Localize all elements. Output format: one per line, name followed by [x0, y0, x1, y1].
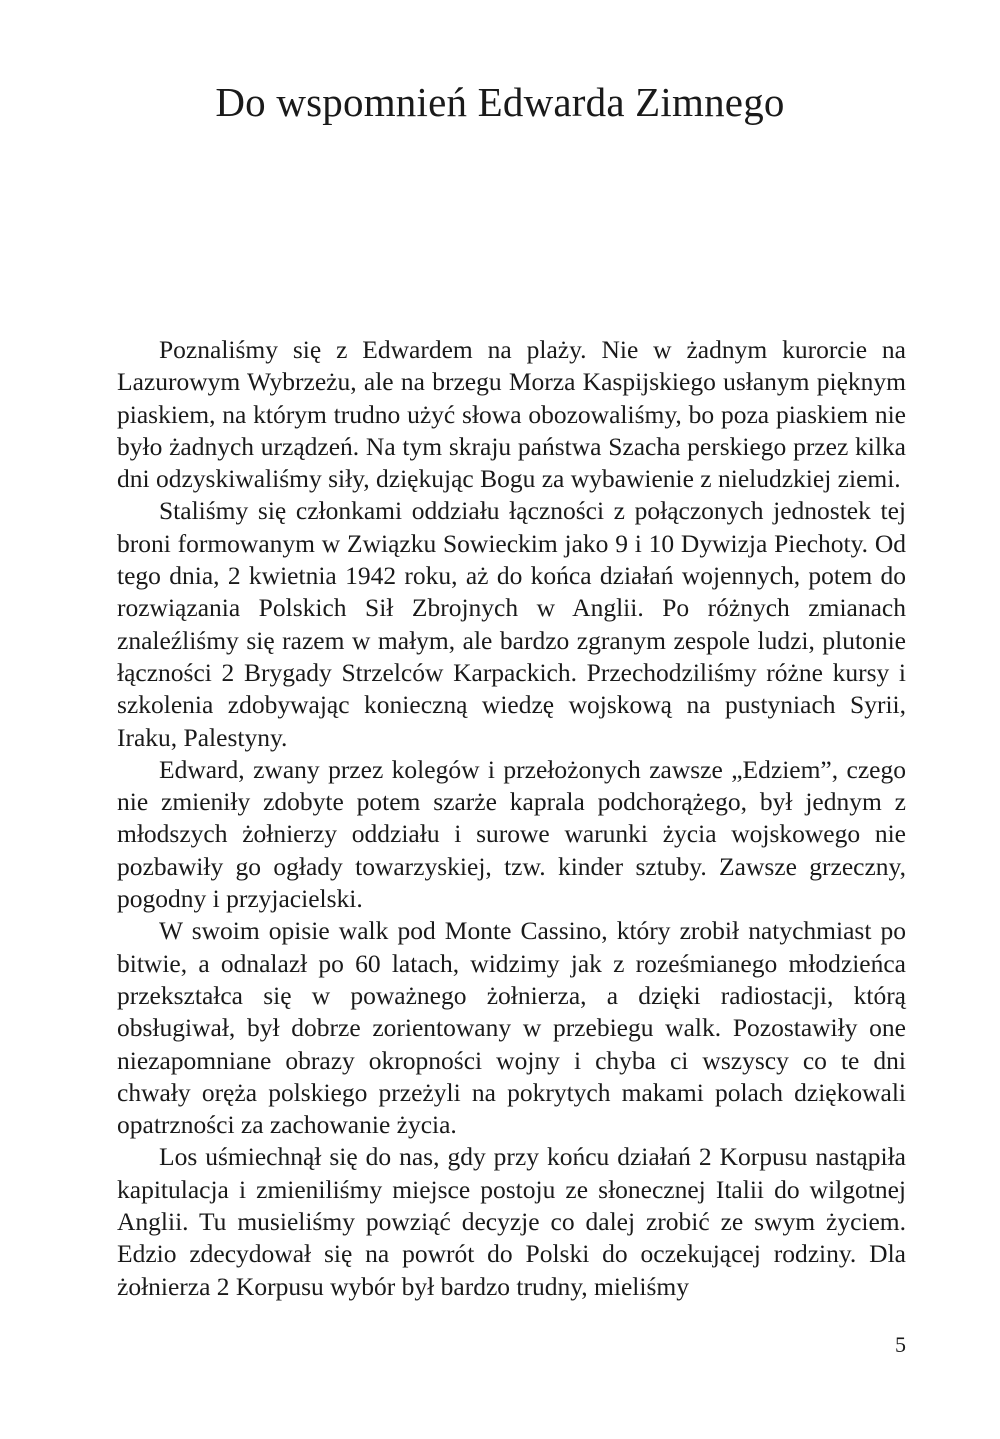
paragraph-1: Poznaliśmy się z Edwardem na plaży. Nie w żadnym kurorcie na Lazurowym Wybrzeżu, ale na brzegu Morza Kaspijskiego usłanym pięknym piaskiem, na którym trudno użyć słowa obozowaliśmy, bo poza piaskiem nie było żadnych urządzeń. Na tym skraju państwa Szacha perskiego przez kilka dni odzyskiwaliśmy siły, dziękując Bogu za wybawienie z nieludzkiej ziemi. — [117, 335, 906, 494]
paragraph-3: Edward, zwany przez kolegów i przełożonych zawsze „Edziem”, czego nie zmieniły zdobyte potem szarże kaprala podchorążego, był jednym z młodszych żołnierzy oddziału i surowe warunki życia wojskowego nie pozbawiły go ogłady towarzyskiej, tzw. kinder sztuby. Zawsze grzeczny, pogodny i przyjacielski. — [117, 754, 906, 914]
paragraph-5: Los uśmiechnął się do nas, gdy przy końcu działań 2 Korpusu nastąpiła kapitulacja i zmieniliśmy miejsce postoju ze słonecznej Italii do wilgotnej Anglii. Tu musieliśmy powziąć decyzje co dalej zrobić ze swym życiem. Edzio zdecydował się na powrót do Polski do oczekującej rodziny. Dla żołnierza 2 Korpusu wybór był bardzo trudny, mieliśmy — [117, 1142, 906, 1301]
body-text — [117, 334, 906, 1303]
chapter-title: Do wspomnień Edwarda Zimnego — [215, 79, 785, 125]
paragraph-2: Staliśmy się członkami oddziału łączności z połączonych jednostek tej broni formowanym w Związku Sowieckim jako 9 i 10 Dywizja Piechoty. Od tego dnia, 2 kwietnia 1942 roku, aż do końca działań wojennych, potem do rozwiązania Polskich Sił Zbrojnych w Anglii. Po różnych zmianach znaleźliśmy się razem w małym, ale bardzo zgranym zespole ludzi, plutonie łączności 2 Brygady Strzelców Karpackich. Przechodziliśmy różne kursy i szkolenia zdobywając konieczną wiedzę wojskową na pustyniach Syrii, Iraku, Palestyny. — [117, 496, 906, 752]
page-number: 5 — [895, 1332, 906, 1357]
paragraph-4: W swoim opisie walk pod Monte Cassino, który zrobił natychmiast po bitwie, a odnalazł po 60 latach, widzimy jak z roześmianego młodzieńca przekształca się w poważnego żołnierza, a dzięki radiostacji, którą obsługiwał, był dobrze zorientowany w przebiegu walk. Pozostawiły one niezapomniane obrazy okropności wojny i chyba ci wszyscy co te dni chwały oręża polskiego przeżyli na pokrytych makami polach dziękowali opatrzności za zachowanie życia. — [117, 916, 906, 1140]
